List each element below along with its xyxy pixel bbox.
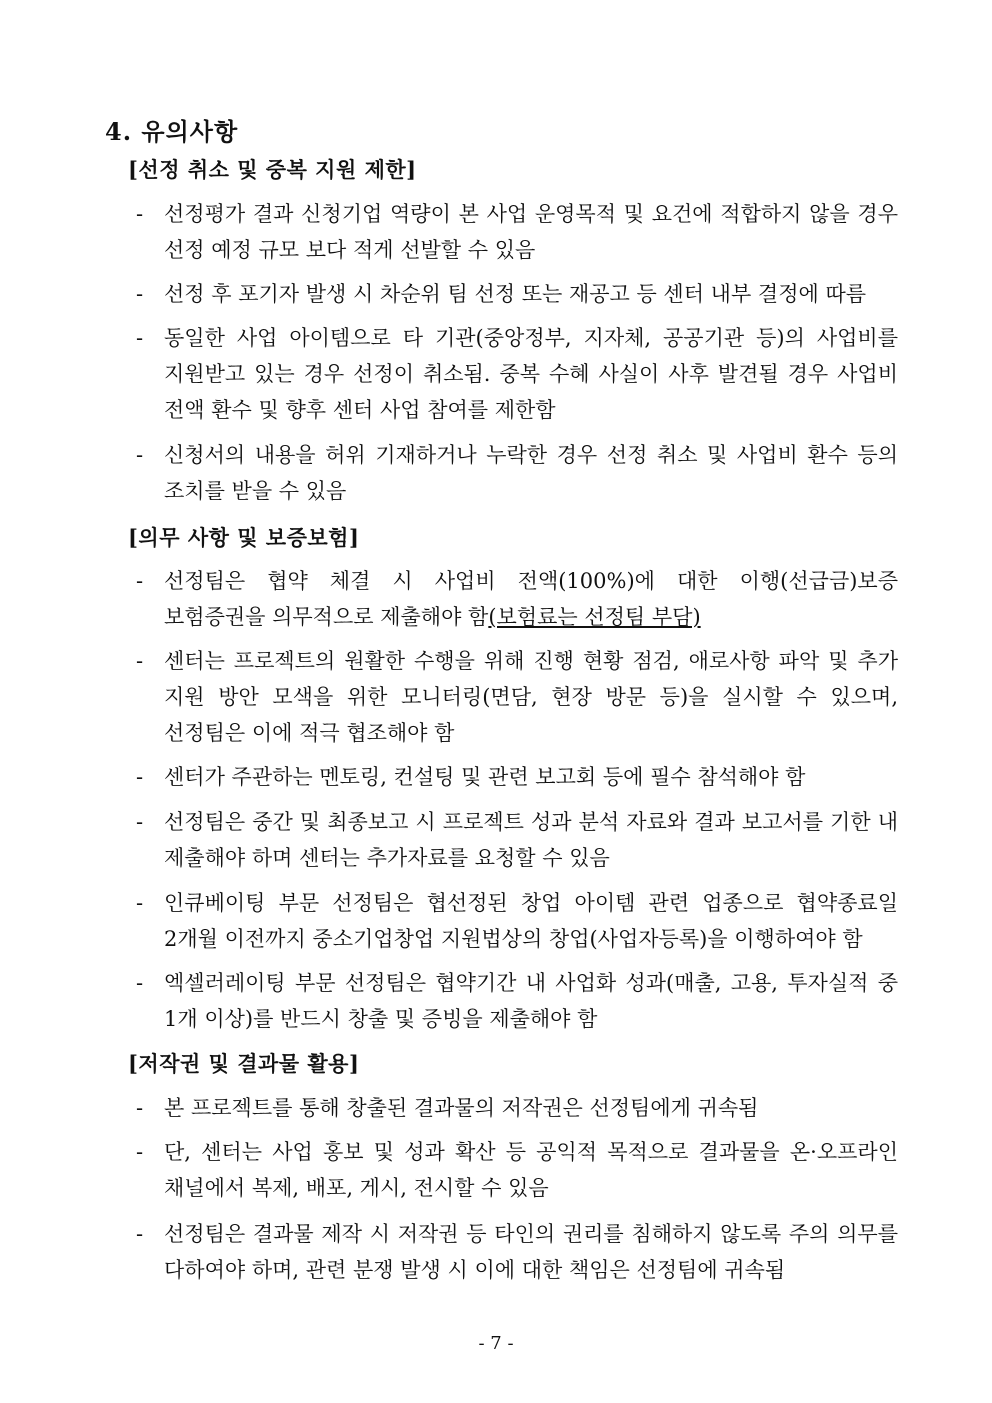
list-item [136,1216,898,1288]
bullet-dash: - [136,1096,144,1120]
list-item-text: 신청서의 내용을 허위 기재하거나 누락한 경우 선정 취소 및 사업비 환수 등의 조치를 받을 수 있음 [164,443,898,503]
bullet-dash: - [136,202,144,226]
list-item-text: 센터가 주관하는 멘토링, 컨설팅 및 관련 보고회 등에 필수 참석해야 함 [164,765,806,789]
list-item-text: 선정팀은 중간 및 최종보고 시 프로젝트 성과 분석 자료와 결과 보고서를 기한 내 제출해야 하며 센터는 추가자료를 요청할 수 있음 [164,810,898,870]
list-item-text: 단, 센터는 사업 홍보 및 성과 확산 등 공익적 목적으로 결과물을 온·오프라인 채널에서 복제, 배포, 게시, 전시할 수 있음 [164,1140,898,1200]
bullet-dash: - [136,569,144,593]
list-item-text [164,563,898,635]
underlined-note: (보험료는 선정팀 부담) [488,605,701,629]
list-item [136,759,898,795]
page-number: - 7 - [478,1333,514,1354]
list-item-text: 선정평가 결과 신청기업 역량이 본 사업 운영목적 및 요건에 적합하지 않을 경우 선정 예정 규모 보다 적게 선발할 수 있음 [164,202,898,262]
list-item [136,643,898,751]
list-item-text: 본 프로젝트를 통해 창출된 결과물의 저작권은 선정팀에게 귀속됨 [164,1096,759,1120]
bullet-dash: - [136,326,144,350]
bullet-dash: - [136,1140,144,1164]
list-item [136,276,898,312]
list-item [136,196,898,268]
list-item-text: 인큐베이팅 부문 선정팀은 협선정된 창업 아이템 관련 업종으로 협약종료일 2개월 이전까지 중소기업창업 지원법상의 창업(사업자등록)을 이행하여야 함 [164,891,898,951]
subheading-copyright: [저작권 및 결과물 활용] [128,1051,360,1076]
list-item [136,1090,898,1126]
subheading-obligations: [의무 사항 및 보증보험] [128,525,360,550]
bullet-dash: - [136,1222,144,1246]
bullet-dash: - [136,765,144,789]
bullet-dash: - [136,891,144,915]
list-item [136,437,898,509]
bullet-dash: - [136,282,144,306]
list-item [136,965,898,1037]
list-item [136,563,898,635]
list-item [136,1134,898,1206]
subheading-selection-cancel: [선정 취소 및 중복 지원 제한] [128,157,417,182]
list-item-text: 선정 후 포기자 발생 시 차순위 팀 선정 또는 재공고 등 센터 내부 결정에 따름 [164,282,867,306]
list-item [136,320,898,428]
section-title: 4. 유의사항 [105,117,239,146]
list-item-text: 엑셀러레이팅 부문 선정팀은 협약기간 내 사업화 성과(매출, 고용, 투자실적 중 1개 이상)를 반드시 창출 및 증빙을 제출해야 함 [164,971,898,1031]
bullet-dash: - [136,971,144,995]
list-item-text: 선정팀은 결과물 제작 시 저작권 등 타인의 권리를 침해하지 않도록 주의 의무를 다하여야 하며, 관련 분쟁 발생 시 이에 대한 책임은 선정팀에 귀속됨 [164,1222,898,1282]
bullet-dash: - [136,649,144,673]
list-item-text: 센터는 프로젝트의 원활한 수행을 위해 진행 현황 점검, 애로사항 파악 및 추가 지원 방안 모색을 위한 모니터링(면담, 현장 방문 등)을 실시할 수 있으며, 선정팀은 이에 적극 협조해야 함 [164,649,898,745]
list-item-text-main: 선정팀은 협약 체결 시 사업비 전액(100%)에 대한 이행(선급금)보증 보험증권을 의무적으로 제출해야 함 [164,569,898,629]
list-item [136,804,898,876]
bullet-dash: - [136,810,144,834]
list-item [136,885,898,957]
list-item-text: 동일한 사업 아이템으로 타 기관(중앙정부, 지자체, 공공기관 등)의 사업비를 지원받고 있는 경우 선정이 취소됨. 중복 수혜 사실이 사후 발견될 경우 사업비 전액 환수 및 향후 센터 사업 참여를 제한함 [164,326,898,422]
bullet-dash: - [136,443,144,467]
